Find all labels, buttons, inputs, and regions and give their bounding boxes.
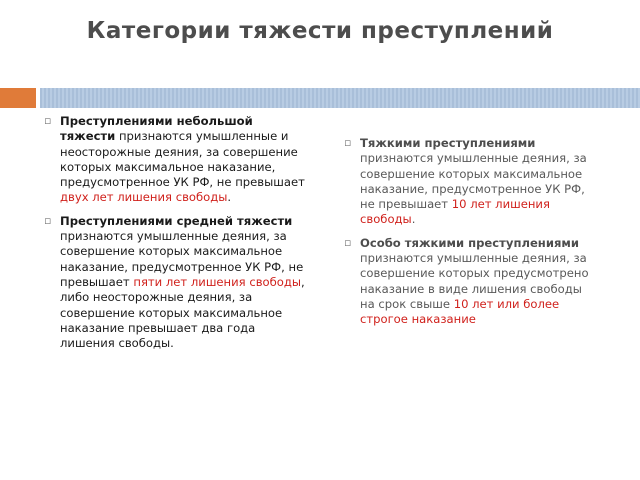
definition-text: признаются умышленные и неосторожные деяния, за совершение которых максимальное наказание, предусмотренное УК РФ, не превышает (60, 129, 305, 190)
right-column (344, 136, 598, 336)
square-bullet-icon: ▫ (344, 235, 352, 249)
definition-especially-grave (344, 236, 598, 328)
square-bullet-icon: ▫ (44, 114, 52, 127)
term-label: Особо тяжкими преступлениями (360, 235, 579, 250)
highlight-text: 10 лет лишения свободы (360, 197, 550, 227)
highlight-text: пяти лет лишения свободы (133, 274, 302, 289)
definition-small-gravity (44, 114, 308, 206)
term-label: Преступлениями небольшой тяжести (60, 114, 253, 144)
highlight-text: 10 лет или более строгое наказание (360, 296, 560, 327)
slide-title: Категории тяжести преступлений (86, 18, 554, 44)
term-label: Преступлениями средней тяжести (60, 213, 293, 228)
orange-accent-block (0, 88, 36, 108)
definition-text-end: , либо неосторожные деяния, за совершение которых максимальное наказание превышает два года лишения свободы. (60, 274, 305, 351)
title-divider-bar (0, 88, 640, 108)
definition-text: признаются умышленные деяния, за совершение которых максимальное наказание, предусмотренное УК РФ, не превышает (360, 151, 587, 212)
blue-stripe-bar (40, 88, 640, 108)
square-bullet-icon: ▫ (44, 213, 52, 227)
definition-grave (344, 136, 598, 228)
definition-medium-gravity (44, 214, 308, 352)
left-column (44, 114, 308, 359)
definition-text: признаются умышленные деяния, за совершение которых предусмотрено наказание в виде лишения свободы на срок свыше (360, 251, 589, 311)
term-label: Тяжкими преступлениями (360, 136, 536, 150)
definition-text-end: . (411, 212, 416, 227)
definition-text-end: . (227, 190, 232, 205)
square-bullet-icon: ▫ (344, 136, 352, 149)
highlight-text: двух лет лишения свободы (60, 190, 228, 205)
definition-text: признаются умышленные деяния, за совершение которых максимальное наказание, предусмотренное УК РФ, не превышает (60, 229, 304, 289)
